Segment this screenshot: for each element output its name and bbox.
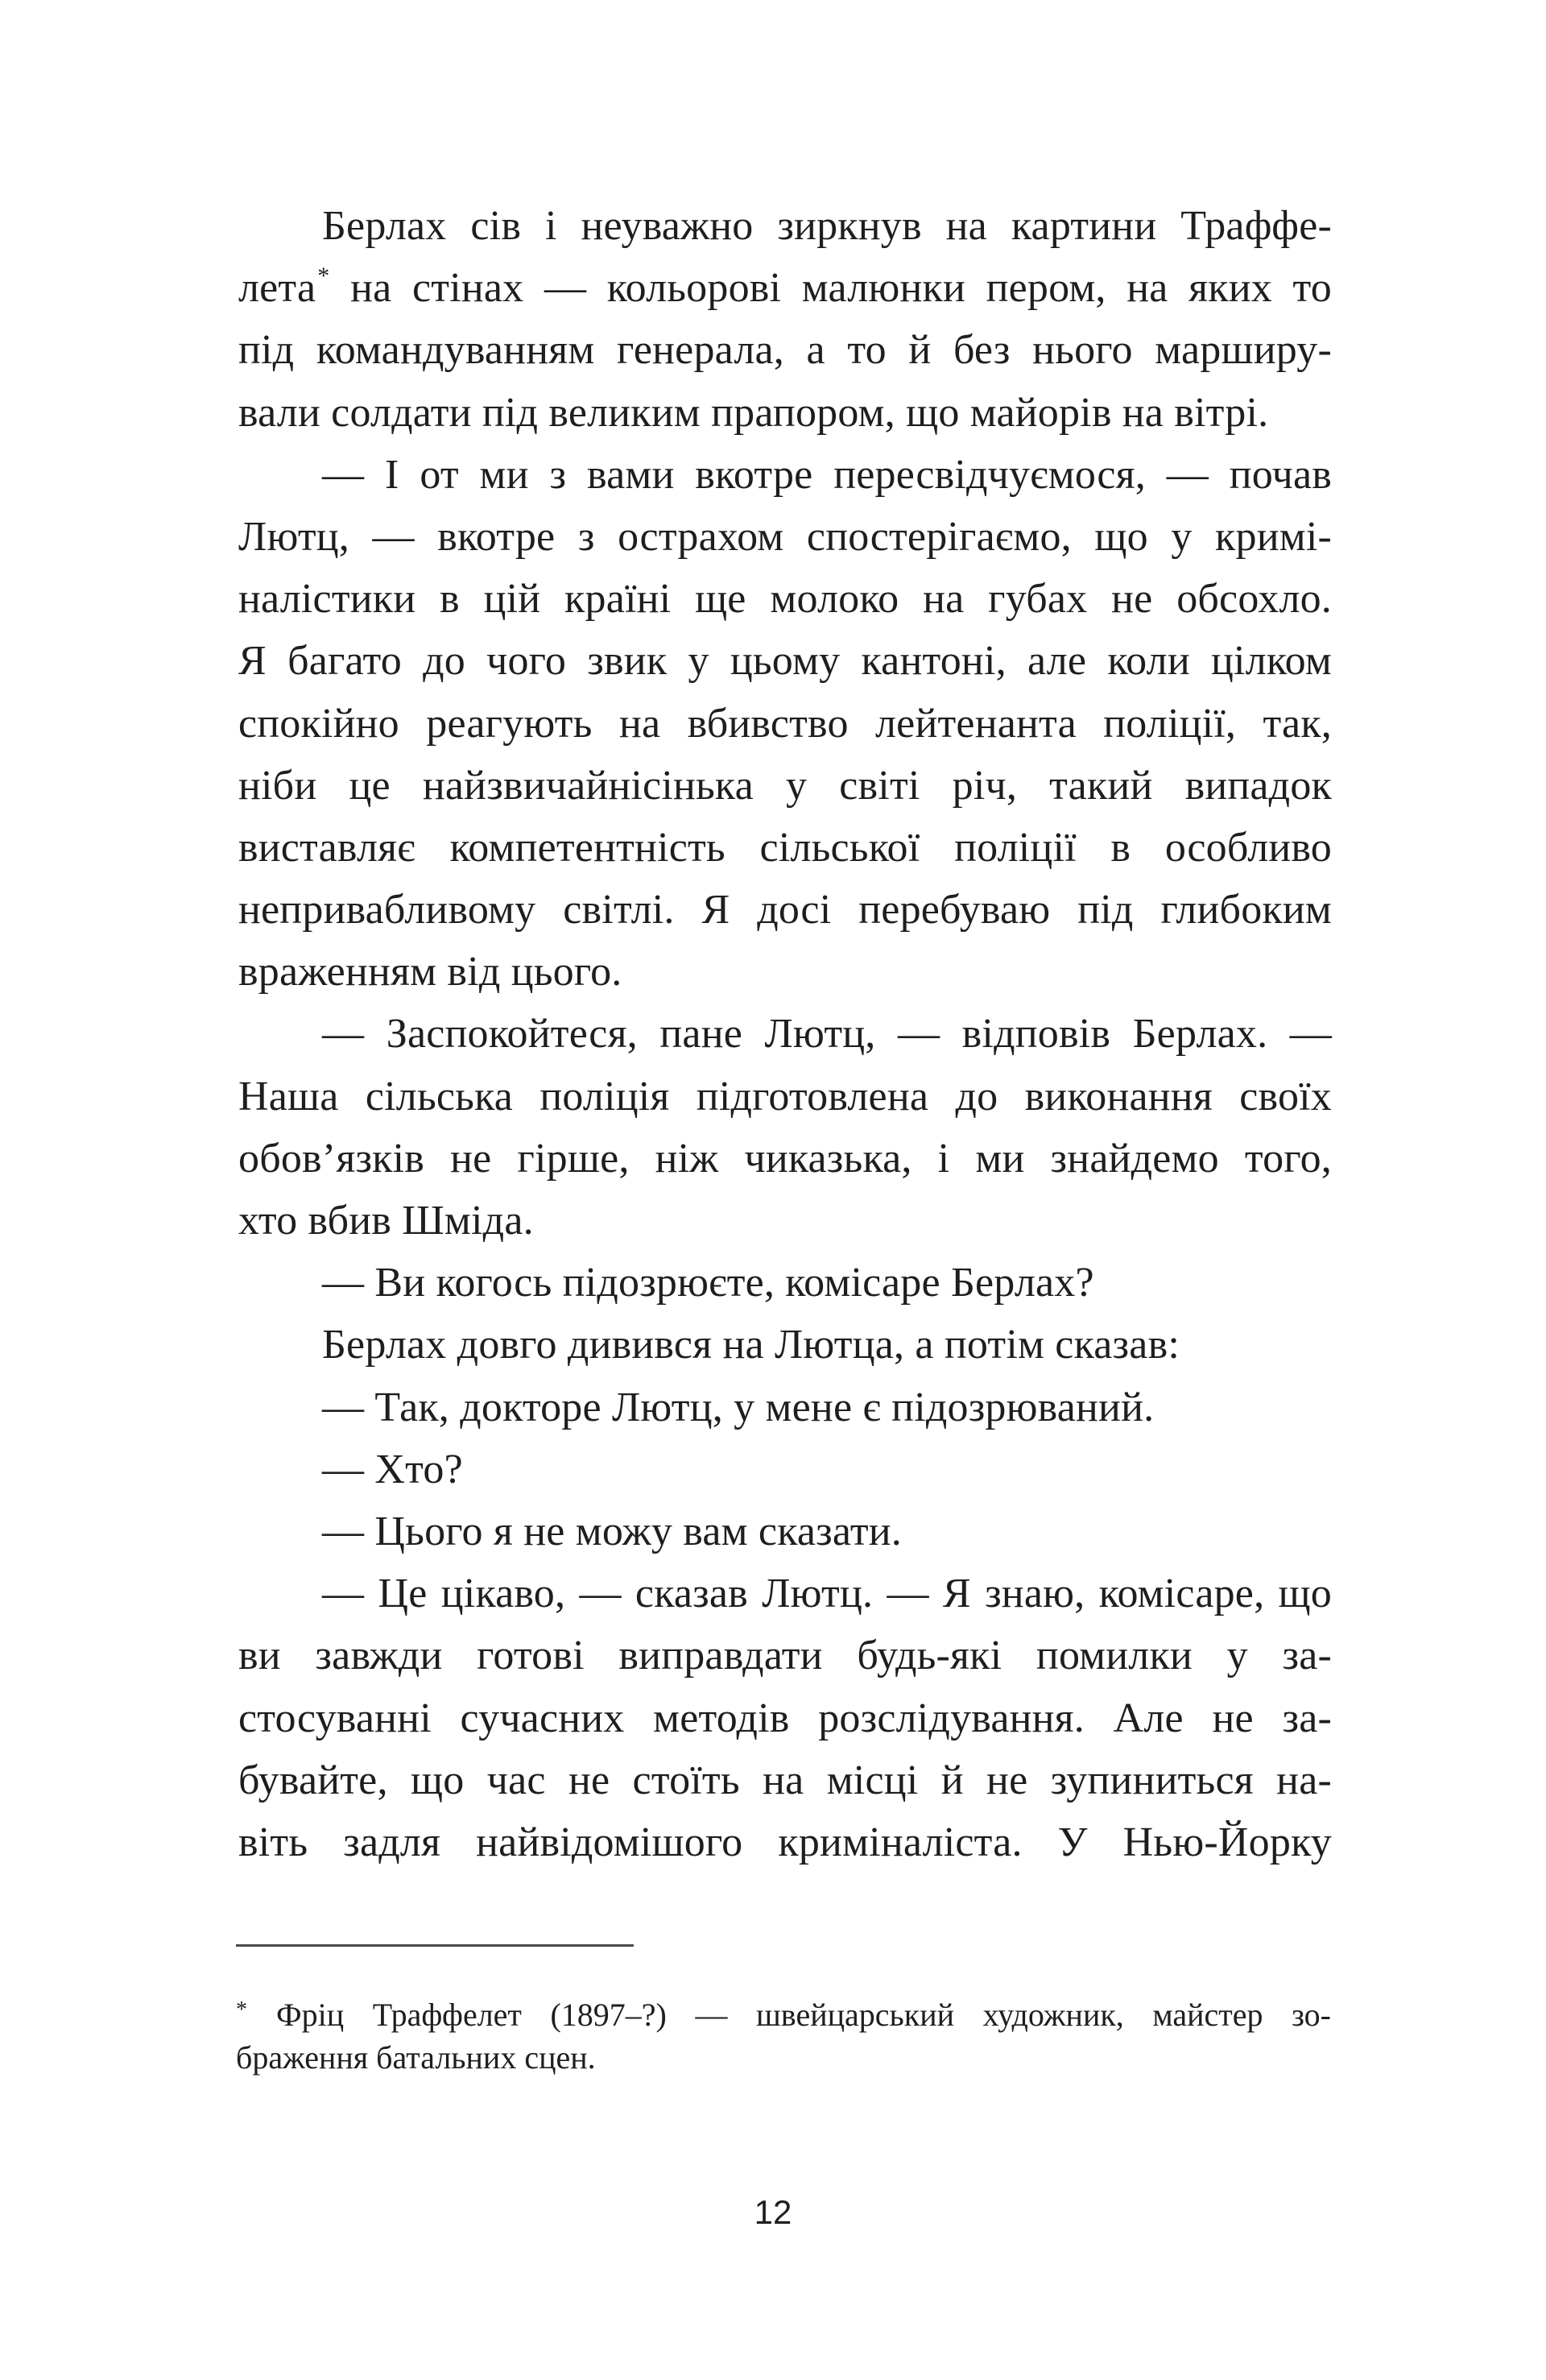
text-line: під командуванням генерала, а то й без нього марширу- [238,327,1332,374]
text-line: бувайте, що час не стоїть на місці й не зупиниться на- [238,1757,1332,1803]
text-line: обов’язків не гірше, ніж чиказька, і ми знайдемо того, [238,1135,1332,1182]
page-number: 12 [754,2193,792,2231]
footnote-reference[interactable]: * [317,263,330,290]
text-line: Я багато до чого звик у цьому кантоні, але коли цілком [238,638,1332,685]
text-line: — Цього я не можу вам сказати. [322,1508,902,1554]
text-line: виставляє компетентність сільської поліції в особливо [238,824,1332,871]
text-line: ніби це найзвичайнісінька у світі річ, такий випадок [238,762,1332,809]
text-line: Лютц, — вкотре з острахом спостерігаємо, що у кримі- [238,513,1332,560]
footnote [236,1993,1331,2079]
footnote-marker: * [236,1997,247,2022]
text-line: непривабливому світлі. Я досі перебуваю під глибоким [238,887,1332,933]
text-line [238,257,1332,319]
text-line: — Ви когось підозрюєте, комісаре Берлах? [322,1260,1094,1306]
text-line: ви завжди готові виправдати будь-які помилки у за- [238,1633,1332,1679]
footnote-line: браження батальних сцен. [236,2039,596,2076]
text-line: — Заспокойтеся, пане Лютц, — відповів Берлах. — [322,1011,1332,1058]
text-line: віть задля найвідомішого криміналіста. У Нью-Йорку [238,1819,1332,1865]
text-line: спокійно реагують на вбивство лейтенанта поліції, так, [238,700,1332,747]
body-text [238,195,1332,1873]
text-line: Берлах довго дивився на Лютца, а потім сказав: [322,1322,1180,1368]
text-line: хто вбив Шміда. [238,1198,534,1244]
text-line: налістики в цій країні ще молоко на губах не обсохло. [238,576,1332,623]
text-line: — І от ми з вами вкотре пересвідчуємося, — почав [322,451,1332,498]
text-fragment: лета [238,265,316,312]
text-line: враженням від цього. [238,949,622,995]
text-line: вали солдати під великим прапором, що майорів на вітрі. [238,389,1269,436]
text-line: Наша сільська поліція підготовлена до виконання своїх [238,1073,1332,1120]
text-line: — Хто? [322,1446,463,1492]
text-fragment: на стінах — кольорові малюнки пером, на яких то [329,265,1332,312]
text-line: Берлах сів і неуважно зиркнув на картини Траффе- [322,203,1332,249]
text-line: — Так, докторе Лютц, у мене є підозрюваний. [322,1384,1155,1430]
text-line: — Це цікаво, — сказав Лютц. — Я знаю, комісаре, що [322,1571,1332,1617]
footnote-divider [236,1944,634,1947]
text-line: стосуванні сучасних методів розслідування. Але не за- [238,1695,1332,1741]
footnote-text: Фріц Траффелет (1897–?) — швейцарський художник, майстер зо- [276,1997,1331,2033]
footnote-line [236,1993,1331,2036]
